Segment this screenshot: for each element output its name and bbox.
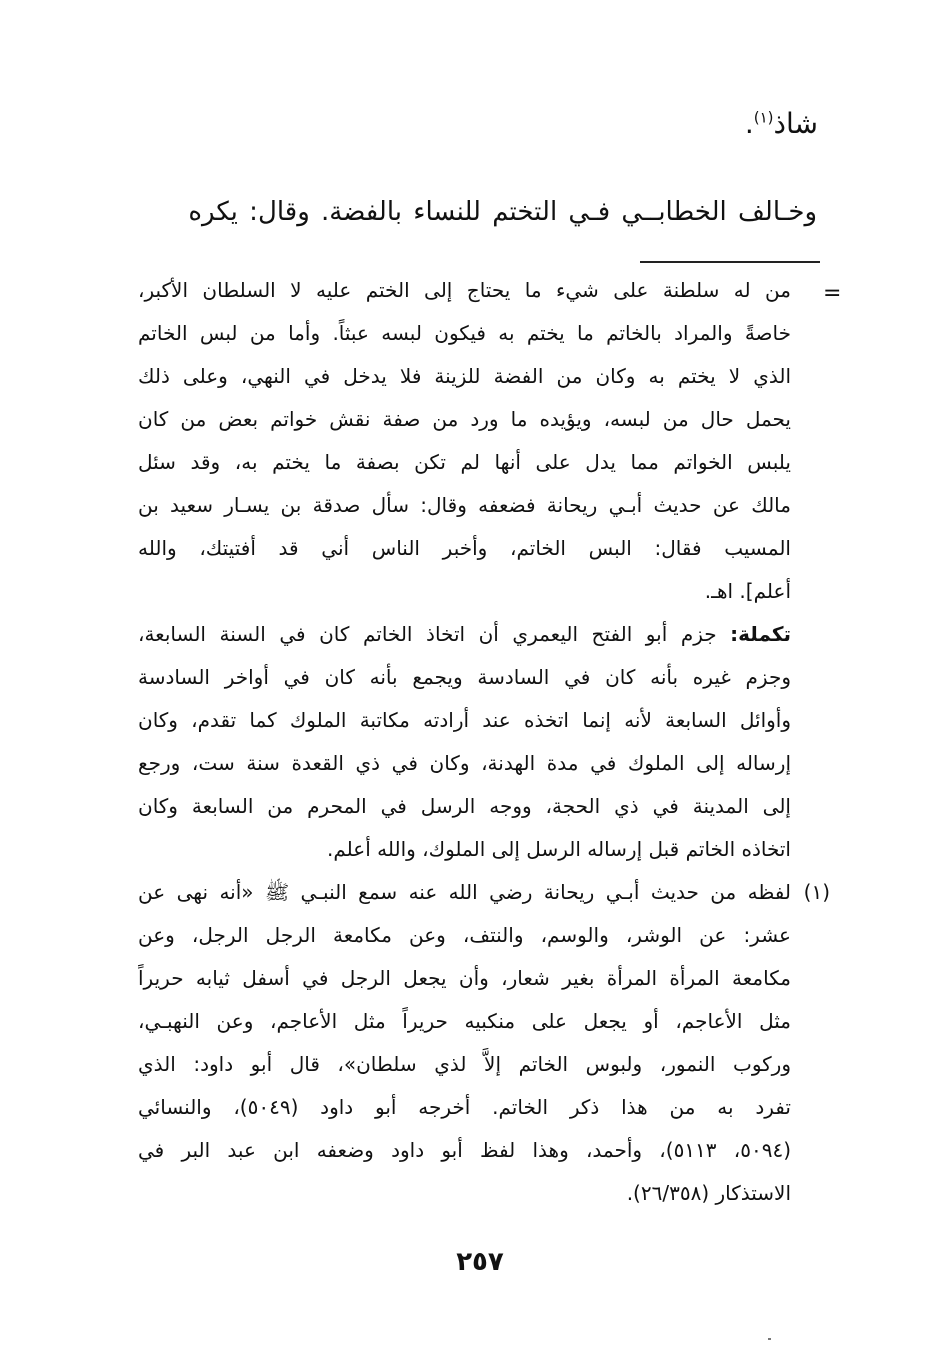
takmila-line: إلى المدينة في ذي الحجة، ووجه الرسل في المحرم من السابعة وكان <box>138 794 791 818</box>
main-text-word: شاذ <box>773 107 818 140</box>
footnote-separator-rule <box>640 261 820 263</box>
footnote-line: المسيب فقال: البس الخاتم، وأخبر الناس أني قد أفتيتك، والله <box>138 536 791 560</box>
scan-speck <box>768 1338 771 1340</box>
note-line: وركوب النمور، ولبوس الخاتم إلاَّ لذي سلطان»، قال أبو داود: الذي <box>138 1052 791 1076</box>
footnote-line: يلبس الخواتم مما يدل على أنها لم تكن بصفة ما يختم به، وقد سئل <box>138 450 791 474</box>
takmila-label: تكملة: <box>730 622 791 646</box>
footnote-line: أعلم]. اهـ. <box>704 579 791 603</box>
takmila-line <box>138 613 791 656</box>
footnote-line: خاصةً والمراد بالخاتم ما يختم به فيكون لبسه عبثاً. وأما من لبس الخاتم <box>138 321 791 345</box>
note-line: مكامعة المرأة المرأة بغير شعار، وأن يجعل الرجل في أسفل ثيابه حريراً <box>138 966 791 990</box>
takmila-text: جزم أبو الفتح اليعمري أن اتخاذ الخاتم كان في السنة السابعة، <box>138 622 731 646</box>
footnote-line: مالك عن حديث أبـي ريحانة فضعفه وقال: سأل صدقة بن يسـار سعيد بن <box>138 493 791 517</box>
takmila-line: إرساله إلى الملوك في مدة الهدنة، وكان في ذي القعدة سنة ست، ورجع <box>138 751 791 775</box>
footnote-line: يحمل حال من لبسه، ويؤيده ما ورد من صفة نقش خواتم بعض من كان <box>138 407 791 431</box>
takmila-line: وأوائل السابعة لأنه إنما اتخذه عند أرادته مكاتبة الملوك كما تقدم، وكان <box>138 708 791 732</box>
note-line: مثل الأعاجم، أو يجعل على منكبيه حريراً مثل الأعاجم، وعن النهبـي، <box>138 1009 791 1033</box>
main-text-line-2: وخـالف الخطابــي فـي التختم للنساء بالفضة. وقال: يكره <box>188 197 817 227</box>
note-line: لفظه من حديث أبـي ريحانة رضي الله عنه سمع النبـي ﷺ «أنه نهى عن <box>138 880 791 904</box>
footnote-line: من له سلطنة على شيء ما يحتاج إلى الختم عليه لا السلطان الأكبر، <box>138 278 791 302</box>
note-line: (٥٠٩٤، ٥١١٣)، وأحمد، وهذا لفظ أبو داود وضعفه ابن عبد البر في <box>138 1138 791 1162</box>
continuation-marker: = <box>823 281 842 306</box>
takmila-line: وجزم غيره بأنه كان في السادسة ويجمع بأنه كان في أواخر السادسة <box>138 665 791 689</box>
main-text-line-1 <box>745 104 818 144</box>
note-line: الاستذكار (٢٦/٣٥٨). <box>626 1181 791 1205</box>
page-number: ٢٥٧ <box>456 1247 504 1277</box>
note-line: تفرد به من هذا ذكر الخاتم. أخرجه أبو داود (٥٠٤٩)، والنسائي <box>138 1095 791 1119</box>
footnote-line: الذي لا يختم به وكان من الفضة للزينة فلا يدخل في النهي، وعلى ذلك <box>138 364 791 388</box>
main-text-period: . <box>744 107 754 140</box>
takmila-line: اتخاذه الخاتم قبل إرساله الرسل إلى الملوك، والله أعلم. <box>327 837 791 861</box>
footnotes-block <box>138 269 791 1203</box>
footnote-number: (١) <box>803 880 830 904</box>
footnote-reference: (١) <box>753 108 774 127</box>
note-line: عشر: عن الوشر، والوسم، والنتف، وعن مكامعة الرجل الرجل، وعن <box>138 923 791 947</box>
